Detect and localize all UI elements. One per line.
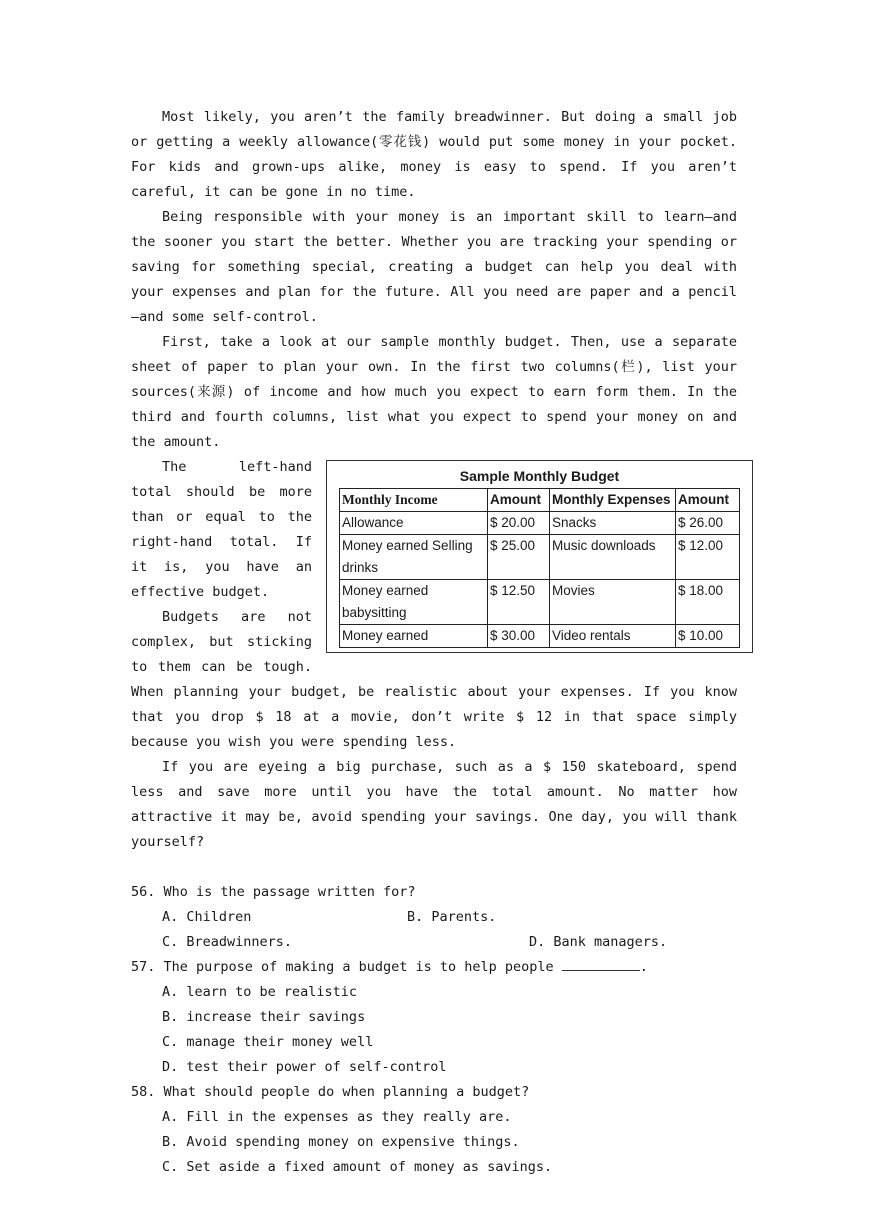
header-income-amount: Amount	[488, 489, 550, 512]
income-source: Money earned babysitting	[340, 580, 488, 625]
question-stem-text: 57. The purpose of making a budget is to help people	[131, 959, 554, 975]
income-amount: $ 12.50	[488, 580, 550, 625]
header-expense-amount: Amount	[676, 489, 740, 512]
section-spacer	[131, 855, 737, 880]
budget-table	[339, 488, 740, 648]
passage-paragraph-5: Budgets are not complex, but sticking to them can be tough. When planning your budget, be realistic about your expenses. If you know that you drop $ 18 at a movie, don’t write $ 12 in that space simply because you wish you were spending less.	[131, 609, 737, 750]
question-stem-end: .	[639, 959, 648, 975]
expense-amount: $ 10.00	[676, 625, 740, 648]
budget-header-row	[340, 489, 740, 512]
option-a: A. Fill in the expenses as they really are.	[162, 1109, 512, 1125]
passage-paragraph-4: The left-hand total should be more than or equal to the right-hand total. If it is, you have an effective budget.	[131, 459, 312, 600]
header-monthly-income: Monthly Income	[340, 489, 488, 512]
option-c: C. Set aside a fixed amount of money as savings.	[162, 1159, 553, 1175]
option-a: A. Children	[162, 909, 252, 925]
header-monthly-expenses: Monthly Expenses	[550, 489, 676, 512]
option-row	[131, 930, 737, 955]
question-stem: 56. Who is the passage written for?	[131, 884, 416, 900]
passage-paragraph-3: First, take a look at our sample monthly budget. Then, use a separate sheet of paper to plan your own. In the first two columns(栏), list your sources(来源) of income and how much you expect to earn form them. In the third and fourth columns, list what you expect to spend your money on and the amount.	[131, 334, 737, 450]
sample-budget-box	[326, 460, 753, 653]
expense-item: Music downloads	[550, 535, 676, 580]
expense-amount: $ 18.00	[676, 580, 740, 625]
option-c: C. manage their money well	[162, 1034, 374, 1050]
option-row	[131, 905, 737, 930]
expense-item: Snacks	[550, 512, 676, 535]
income-amount: $ 30.00	[488, 625, 550, 648]
income-source: Allowance	[340, 512, 488, 535]
option-b: B. Parents.	[407, 909, 497, 925]
question-stem: 58. What should people do when planning a budget?	[131, 1084, 530, 1100]
budget-row	[340, 580, 740, 625]
passage-paragraph-6: If you are eyeing a big purchase, such as a $ 150 skateboard, spend less and save more until you have the total amount. No matter how attractive it may be, avoid spending your savings. One day, you will thank yourself?	[131, 759, 737, 850]
option-d: D. Bank managers.	[529, 934, 668, 950]
question-stem	[131, 955, 737, 980]
income-source: Money earned Selling drinks	[340, 535, 488, 580]
option-b: B. Avoid spending money on expensive things.	[162, 1134, 520, 1150]
expense-amount: $ 26.00	[676, 512, 740, 535]
income-source: Money earned	[340, 625, 488, 648]
budget-row	[340, 535, 740, 580]
option-c: C. Breadwinners.	[162, 934, 293, 950]
budget-row	[340, 512, 740, 535]
answer-blank	[562, 956, 640, 971]
expense-item: Movies	[550, 580, 676, 625]
option-b: B. increase their savings	[162, 1009, 366, 1025]
budget-title: Sample Monthly Budget	[459, 468, 620, 484]
expense-item: Video rentals	[550, 625, 676, 648]
document-page	[131, 105, 737, 1180]
expense-amount: $ 12.00	[676, 535, 740, 580]
question-56	[131, 880, 737, 955]
passage-paragraph-1: Most likely, you aren’t the family breadwinner. But doing a small job or getting a weekly allowance(零花钱) would put some money in your pocket. For kids and grown-ups alike, money is easy to spend. If you aren’t careful, it can be gone in no time.	[131, 109, 737, 200]
question-57	[131, 955, 737, 1080]
passage-paragraph-2: Being responsible with your money is an important skill to learn—and the sooner you start the better. Whether you are tracking your spending or saving for something special, creating a budget can help you deal with your expenses and plan for the future. All you need are paper and a pencil—and some self-control.	[131, 209, 737, 325]
option-a: A. learn to be realistic	[162, 984, 358, 1000]
option-d: D. test their power of self-control	[162, 1059, 447, 1075]
income-amount: $ 20.00	[488, 512, 550, 535]
budget-row	[340, 625, 740, 648]
question-58	[131, 1080, 737, 1180]
income-amount: $ 25.00	[488, 535, 550, 580]
